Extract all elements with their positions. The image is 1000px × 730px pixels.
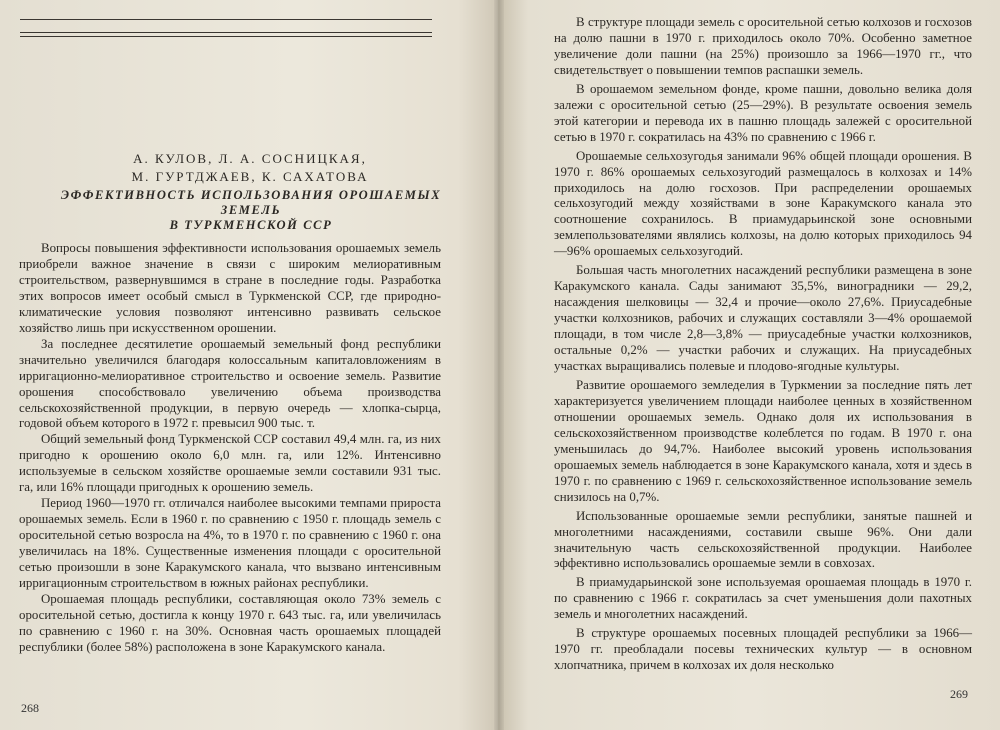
paragraph: Период 1960—1970 гг. отличался наиболее высокими темпами прироста орошаемых земель. Если в 1960 г. по сравнению с 1950 г. площадь земель с оросительной сетью возросла на 4%, то в 1970 г. по сравнению с 1960 г. она увеличилась на 18%. Существенные изменения площади с оросительной сетью произошли в зоне Каракумского канала, что вызвано интенсивным ирригационным строительством в южных районах республики. — [19, 496, 441, 591]
header-rule-bottom — [20, 36, 432, 37]
title-line-1: ЭФФЕКТИВНОСТЬ ИСПОЛЬЗОВАНИЯ ОРОШАЕМЫХ ЗЕМЕЛЬ — [60, 188, 442, 217]
book-gutter — [494, 0, 504, 730]
paragraph: Вопросы повышения эффективности использования орошаемых земель приобрели важное значение в связи с широким мелиоративным строительством, развернувшимся в стране в последние годы. Разработка этих вопросов имеет особый смысл в Туркменской ССР, где природно-климатические условия позволяют интенсивно развивать сельское хозяйство лишь при искусственном орошении. — [19, 241, 441, 335]
header-rule-middle — [20, 32, 432, 33]
paragraph: Развитие орошаемого земледелия в Туркмении за последние пять лет характеризуется увеличением площади наиболее ценных в хозяйственном отношении орошаемых земель. Однако доля их использования в сельскохозяйственном производстве колеблется по годам. В 1970 г. она уменьшилась до 94,7%. Наиболее высокий уровень использования орошаемых земель наблюдается в зоне Каракумского канала, хотя и здесь в 1970 г. по сравнению с 1969 г. сельскохозяйственное использование земель снизилось на 0,7%. — [554, 377, 972, 504]
right-page-body — [554, 15, 972, 674]
paragraph: В приамударьинской зоне используемая орошаемая площадь в 1970 г. по сравнению с 1966 г. сократилась за счет уменьшения доли пахотных земель и многолетних насаждений. — [554, 575, 972, 622]
header-rule-top — [20, 19, 432, 20]
paragraph: Орошаемые сельхозугодья занимали 96% общей площади орошения. В 1970 г. 86% орошаемых сельхозугодий размещалось в колхозах и 14% приходилось на долю госхозов. При распределении орошаемых сельхозугодий между хозяйствами в зоне Каракумского канала это соотношение сохранилось. В приамударьинской зоне основными землепользователями являлись колхозы, на долю которых приходилось 94—96% орошаемых сельхозугодий. — [554, 148, 972, 259]
right-page — [498, 0, 1000, 730]
paragraph: Общий земельный фонд Туркменской ССР составил 49,4 млн. га, из них пригодно к орошению около 6,0 млн. га, или 12%. Интенсивно используемые в сельском хозяйстве орошаемые земли составили 931 тыс. га, или 16% площади пригодных к орошению земель. — [19, 432, 441, 495]
title-line-2: В ТУРКМЕНСКОЙ ССР — [169, 218, 333, 232]
paragraph: Большая часть многолетних насаждений республики размещена в зоне Каракумского канала. Сады занимают 35,5%, виноградники — 29,2, насаждения шелковицы — 32,4 и прочие—около 27,6%. Приусадебные участки колхозников, рабочих и служащих составляли 3—4% орошаемой площади, в том числе 2,8—3,8% — приусадебные участки колхозников, остальные 0,2% — участки рабочих и служащих. На приусадебных участках выращивались полевые и плодово-ягодные культуры. — [554, 263, 972, 374]
left-page-body — [19, 241, 441, 656]
paragraph: Орошаемая площадь республики, составляющая около 73% земель с оросительной сетью, достигла к концу 1970 г. 643 тыс. га, или увеличилась по сравнению с 1960 г. на 30%. Основная часть орошаемых площадей республики (более 58%) расположена в зоне Каракумского канала. — [19, 591, 441, 654]
authors-line-1: А. КУЛОВ, Л. А. СОСНИЦКАЯ, — [133, 151, 367, 166]
article-authors — [90, 150, 410, 186]
left-page — [0, 0, 498, 730]
paragraph: В орошаемом земельном фонде, кроме пашни, довольно велика доля залежи с оросительной сетью (25—29%). В результате освоения земель этой категории и перевода их в пашню площадь залежей с оросительной сетью в 1970 г. сократилась на 43% по сравнению с 1966 г. — [554, 81, 972, 144]
paragraph: В структуре орошаемых посевных площадей республики за 1966—1970 гг. преобладали посевы технических культур — в основном хлопчатника, причем в колхозах их доля несколько — [554, 626, 972, 673]
paragraph: Использованные орошаемые земли республики, занятые пашней и многолетними насаждениями, составили свыше 96%. Они дали значительную часть сельскохозяйственной продукции. Наиболее эффективно использовались орошаемые земли в совхозах. — [554, 508, 972, 571]
page-number-left: 268 — [21, 701, 39, 715]
authors-line-2: М. ГУРТДЖАЕВ, К. САХАТОВА — [131, 169, 369, 184]
page-number-right: 269 — [950, 687, 968, 701]
paragraph: В структуре площади земель с оросительной сетью колхозов и госхозов на долю пашни в 1970 г. приходилось около 70%. Особенно заметное увеличение доли пашни (на 25%) произошло за 1966—1970 гг., что свидетельствует о повышении темпов распашки земель. — [554, 15, 972, 77]
paragraph: За последнее десятилетие орошаемый земельный фонд республики значительно увеличился благодаря колоссальным капиталовложениям в ирригационно-мелиоративное строительство и освоение земель. Развитие орошения способствовало увеличению объема производства сельскохозяйственной продукции, в первую очередь — хлопка-сырца, годовой объем которого в 1972 г. превысил 900 тыс. т. — [19, 336, 441, 431]
article-title — [36, 188, 466, 233]
